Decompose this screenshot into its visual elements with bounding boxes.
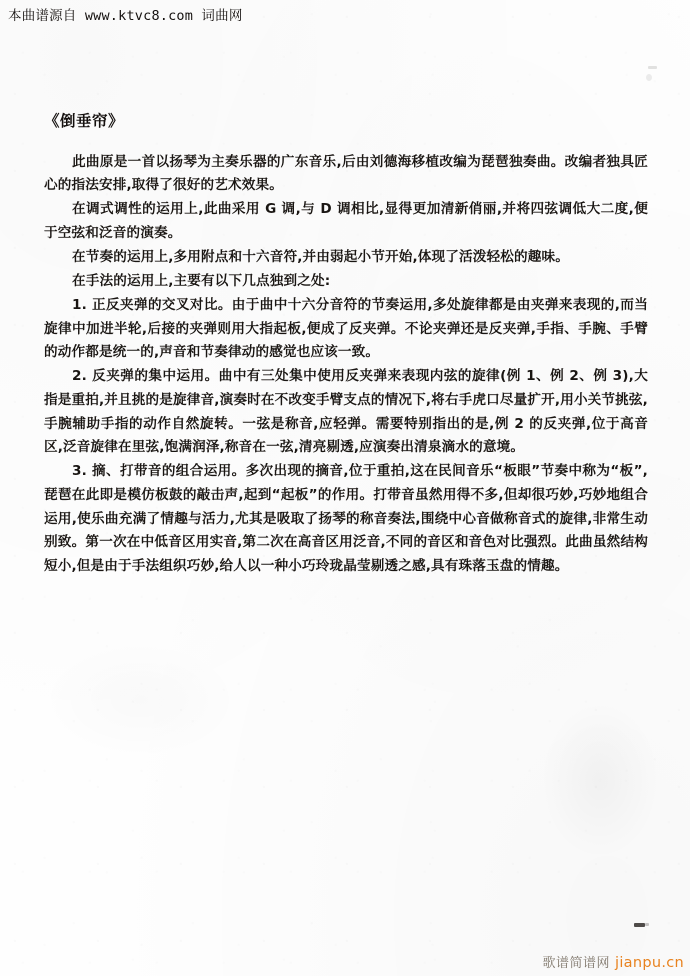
scan-shadow-right xyxy=(540,700,660,860)
paragraph: 在节奏的运用上,多用附点和十六音符,并由弱起小节开始,体现了活泼轻松的趣味。 xyxy=(72,248,569,265)
scan-artifact xyxy=(648,66,657,69)
paragraph: 在调式调性的运用上,此曲采用 G 调,与 D 调相比,显得更加清新俏丽,并将四弦调低大二度,便于空弦和泛音的演奏。 xyxy=(44,201,648,241)
paragraph: 在手法的运用上,主要有以下几点独到之处: xyxy=(72,273,331,290)
scan-shadow-left xyxy=(40,640,240,760)
paragraph-item-1: 1. 正反夹弹的交叉对比。由于曲中十六分音符的节奏运用,多处旋律都是由夹弹来表现的,而当旋律中加进半轮,后接的夹弹则用大指起板,便成了反夹弹。不论夹弹还是反夹弹,手指、手腕、手臂的动作都是统一的,声音和节奏律动的感觉也应该一致。 xyxy=(44,297,648,361)
source-banner: 本曲谱源自 www.ktvc8.com 词曲网 xyxy=(8,8,243,24)
paragraph: 此曲原是一首以扬琴为主奏乐器的广东音乐,后由刘德海移植改编为琵琶独奏曲。改编者独具匠心的指法安排,取得了很好的艺术效果。 xyxy=(44,153,648,194)
scan-artifact xyxy=(646,74,652,81)
site-watermark-domain: jianpu.cn xyxy=(615,954,684,971)
paragraph-item-3: 3. 摘、打带音的组合运用。多次出现的摘音,位于重拍,这在民间音乐“板眼”节奏中称为“板”,琵琶在此即是模仿板鼓的敲击声,起到“起板”的作用。打带音虽然用得不多,但却很巧妙,巧妙地组合运用,使乐曲充满了情趣与活力,尤其是吸取了扬琴的称音奏法,围绕中心音做称音式的旋律,非常生动别致。第一次在中低音区用实音,第二次在高音区用泛音,不同的音区和音色对比强烈。此曲虽然结构短小,但是由于手法组织巧妙,给人以一种小巧玲珑晶莹剔透之感,具有珠落玉盘的情趣。 xyxy=(44,463,648,574)
article-body xyxy=(44,112,648,579)
site-watermark xyxy=(542,956,684,971)
paragraph-item-2: 2. 反夹弹的集中运用。曲中有三处集中使用反夹弹来表现内弦的旋律(例 1、例 2、例 3),大指是重拍,并且挑的是旋律音,演奏时在不改变手臂支点的情况下,将右手虎口尽量扩开,用小关节挑弦,手腕辅助手指的动作自然旋转。一弦是称音,应轻弹。需要特别指出的是,例 2 的反夹弹,位于高音区,泛音旋律在里弦,饱满润泽,称音在一弦,清亮剔透,应演奏出清泉滴水的意境。 xyxy=(44,368,648,456)
scan-artifact xyxy=(634,923,645,927)
scan-artifact xyxy=(645,923,649,926)
page-title: 《倒垂帘》 xyxy=(44,112,125,130)
site-watermark-name: 歌谱简谱网 xyxy=(542,955,610,971)
